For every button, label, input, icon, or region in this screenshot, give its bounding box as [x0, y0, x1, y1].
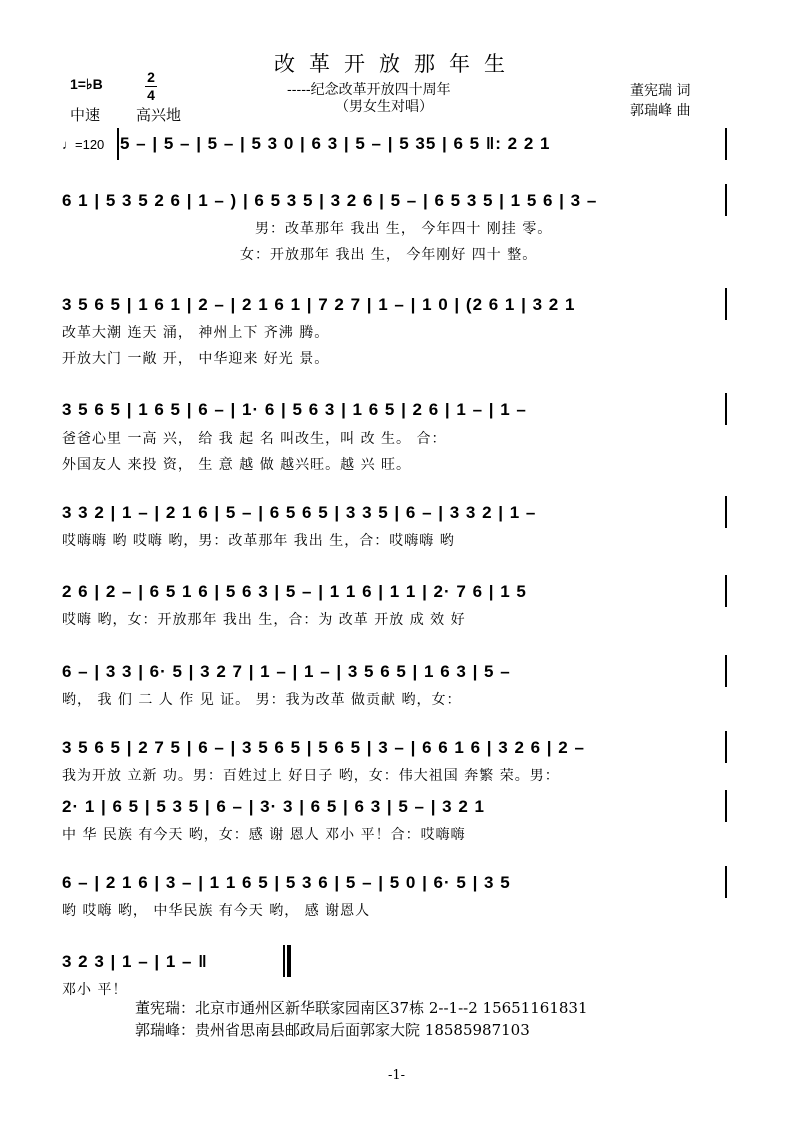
- notation-row: 6 1 | 5 3 5 2 6 | 1 – ) | 6 5 3 5 | 3 2 6 | 5 – | 6 5 3 5 | 1 5 6 | 3 –: [62, 191, 598, 210]
- lyric-line: 爸爸心里 一高 兴， 给 我 起 名 叫改生，叫 改 生。 合：: [62, 431, 447, 447]
- lyric-line: 哎嗨 哟，女：开放那年 我出 生，合：为 改革 开放 成 效 好: [62, 612, 466, 628]
- lyric-line: 外国友人 来投 资， 生 意 越 做 越兴旺。越 兴 旺。: [62, 457, 412, 473]
- notation-row: 3 5 6 5 | 1 6 5 | 6 – | 1· 6 | 5 6 3 | 1 6 5 | 2 6 | 1 – | 1 –: [62, 400, 527, 419]
- lyric-line: 中 华 民族 有今天 哟，女：感 谢 恩人 邓小 平！合：哎嗨嗨: [62, 827, 466, 843]
- composer-credit: 郭瑞峰 曲: [630, 103, 691, 119]
- key-signature: 1=♭B: [70, 76, 103, 92]
- song-title: 改革开放那年生: [274, 52, 519, 76]
- notation-row: 3 5 6 5 | 2 7 5 | 6 – | 3 5 6 5 | 5 6 5 | 3 – | 6 6 1 6 | 3 2 6 | 2 –: [62, 738, 585, 757]
- style-marking: 高兴地: [136, 106, 182, 124]
- lyric-line: 哎嗨嗨 哟 哎嗨 哟，男：改革那年 我出 生，合：哎嗨嗨 哟: [62, 533, 455, 549]
- performance-note: （男女生对唱）: [335, 99, 433, 115]
- lyric-line: 女：开放那年 我出 生， 今年刚好 四十 整。: [240, 247, 538, 263]
- notation-row: 3 2 3 | 1 – | 1 – ‖: [62, 952, 208, 971]
- lyric-line: 开放大门 一敞 开， 中华迎来 好光 景。: [62, 351, 330, 367]
- notation-row: 3 5 6 5 | 1 6 1 | 2 – | 2 1 6 1 | 7 2 7 | 1 – | 1 0 | (2 6 1 | 3 2 1: [62, 295, 576, 314]
- contact-composer: 郭瑞峰：贵州省思南县邮政局后面郭家大院 18585987103: [135, 1021, 530, 1039]
- lyricist-credit: 董宪瑞 词: [630, 83, 691, 99]
- notation-row: 5 – | 5 – | 5 – | 5 3 0 | 6 3 | 5 – | 5 35 | 6 5 ‖: 2 2 1: [120, 134, 551, 153]
- notation-row: 6 – | 3 3 | 6· 5 | 3 2 7 | 1 – | 1 – | 3 5 6 5 | 1 6 3 | 5 –: [62, 662, 511, 681]
- song-subtitle: -----纪念改革开放四十周年: [287, 82, 451, 98]
- lyric-line: 哟， 我 们 二 人 作 见 证。 男：我为改革 做贡献 哟，女：: [62, 692, 462, 708]
- time-signature: [145, 70, 157, 103]
- contact-lyricist: 董宪瑞：北京市通州区新华联家园南区37栋 2--1--2 15651161831: [135, 999, 588, 1017]
- page-number: -1-: [387, 1068, 406, 1083]
- lyric-line: 我为开放 立新 功。男：百姓过上 好日子 哟，女：伟大祖国 奔繁 荣。男：: [62, 768, 560, 784]
- meter-bottom: 4: [147, 87, 155, 103]
- notation-row: 2 6 | 2 – | 6 5 1 6 | 5 6 3 | 5 – | 1 1 6 | 1 1 | 2· 7 6 | 1 5: [62, 582, 527, 601]
- lyric-line: 改革大潮 连天 涌， 神州上下 齐沸 腾。: [62, 325, 330, 341]
- lyric-line: 男：改革那年 我出 生， 今年四十 刚挂 零。: [255, 221, 553, 237]
- tempo-marking: 中速: [70, 106, 101, 124]
- notation-row: 3 3 2 | 1 – | 2 1 6 | 5 – | 6 5 6 5 | 3 3 5 | 6 – | 3 3 2 | 1 –: [62, 503, 537, 522]
- notation-row: 6 – | 2 1 6 | 3 – | 1 1 6 5 | 5 3 6 | 5 – | 5 0 | 6· 5 | 3 5: [62, 873, 511, 892]
- meter-top: 2: [147, 69, 155, 85]
- lyric-line: 哟 哎嗨 哟， 中华民族 有今天 哟， 感 谢恩人: [62, 903, 371, 919]
- lyric-line: 邓小 平！: [62, 982, 128, 998]
- notation-row: 2· 1 | 6 5 | 5 3 5 | 6 – | 3· 3 | 6 5 | 6 3 | 5 – | 3 2 1: [62, 797, 485, 816]
- metronome-marking: ♩=120: [62, 137, 105, 152]
